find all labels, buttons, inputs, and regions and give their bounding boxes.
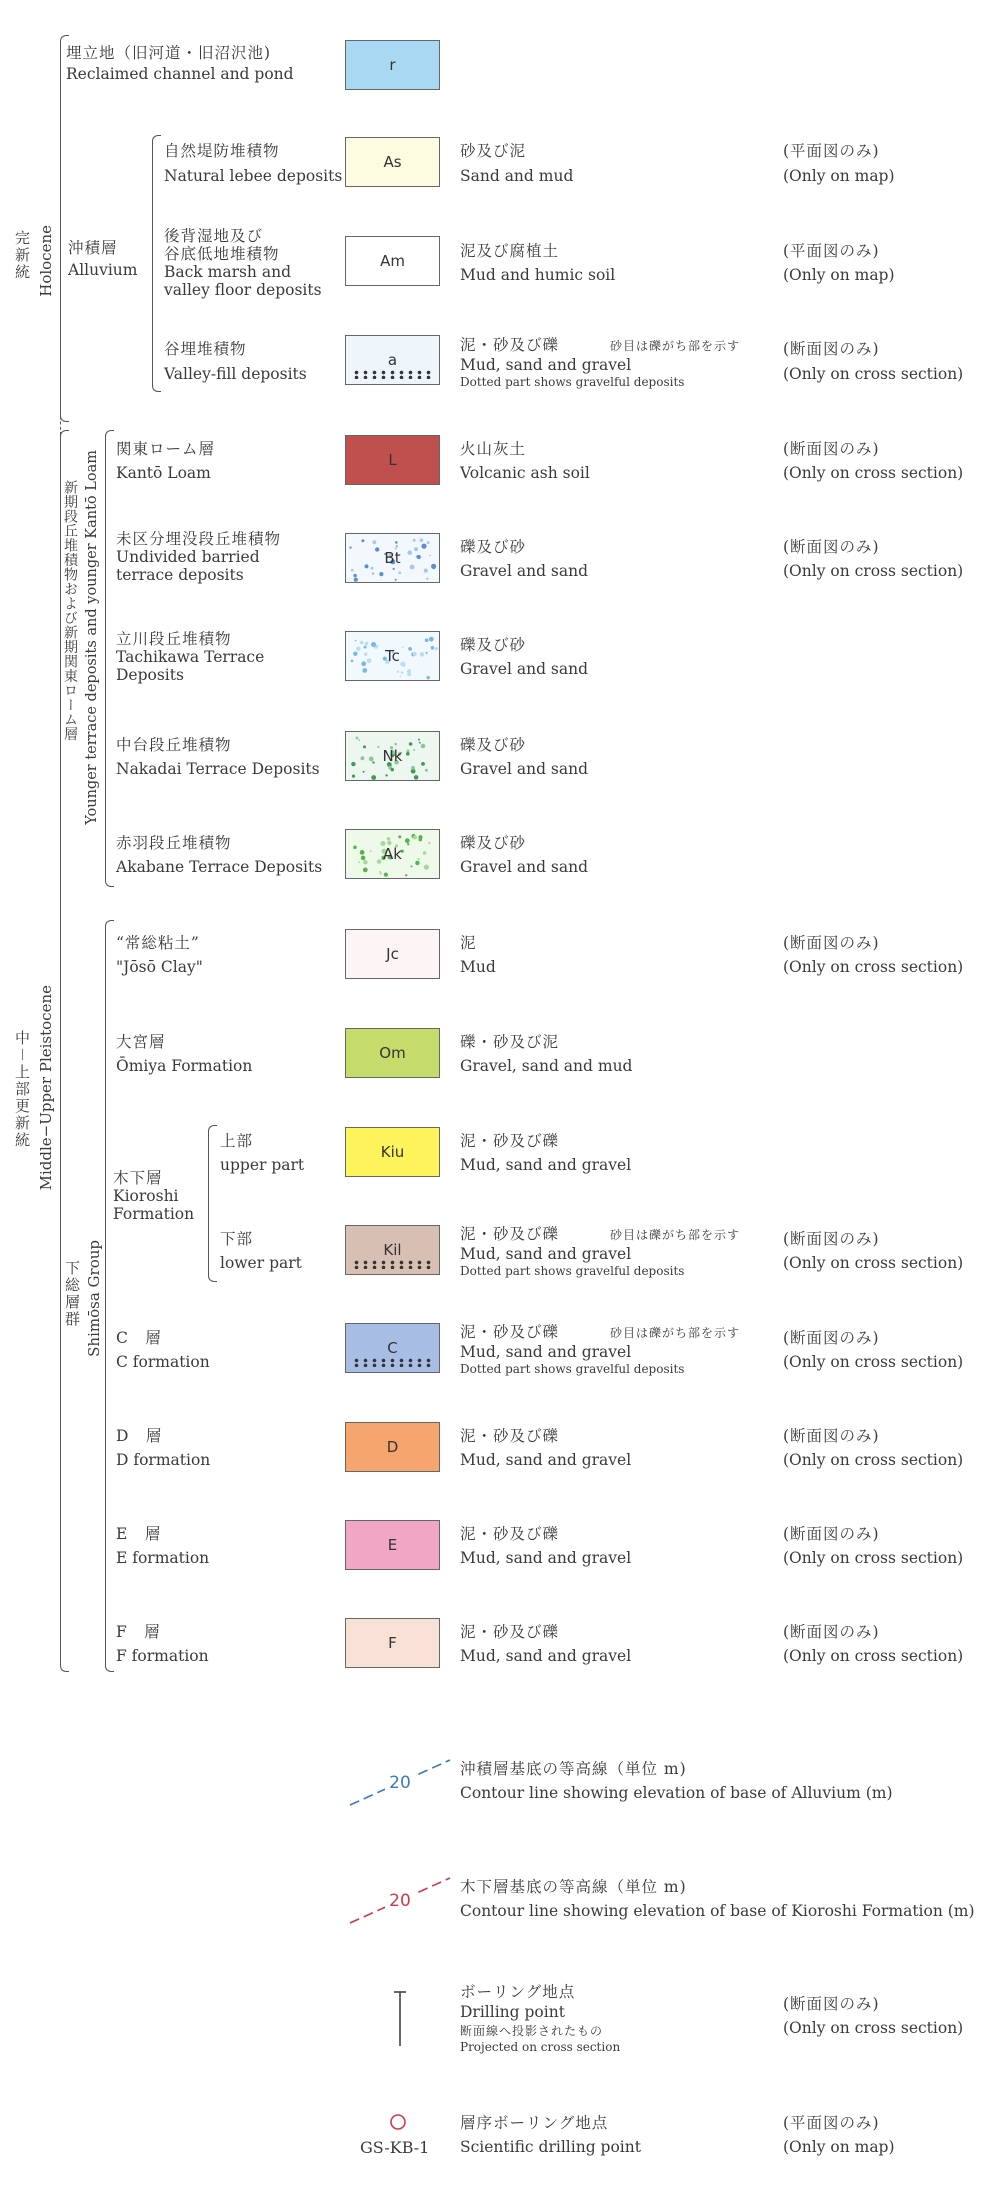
gravel-dot <box>365 642 369 646</box>
unit-ak-name-en: Akabane Terrace Deposits <box>116 858 323 876</box>
drilling-note-jp: (断面図のみ) <box>783 1995 880 2013</box>
gravel-dot <box>395 579 397 581</box>
gravel-dot <box>425 769 428 772</box>
kioroshi-jp-label: 木下層 <box>113 1169 163 1187</box>
unit-bt-note-en: (Only on cross section) <box>783 562 964 580</box>
swatch-jc-code: Jc <box>386 945 399 963</box>
unit-l-name-en: Kantō Loam <box>116 464 211 482</box>
unit-as-name-jp: 自然堤防堆積物 <box>164 142 280 160</box>
swatch-as <box>345 137 440 187</box>
gravel-dots <box>352 370 433 379</box>
unit-kiu-name-jp: 上部 <box>220 1132 254 1150</box>
drilling-jp: ボーリング地点 <box>460 1983 576 2001</box>
gravel-dot <box>358 739 360 741</box>
swatch-as-code: As <box>383 153 402 171</box>
gravel-dot <box>415 861 419 865</box>
gravel-dot <box>419 838 423 842</box>
gravel-dot <box>413 539 416 542</box>
kioroshi-contour-symbol <box>345 1873 455 1928</box>
gravel-dot <box>371 775 376 780</box>
kioroshi-en-label-1: Kioroshi <box>113 1187 179 1205</box>
unit-kiu-lith-en: Mud, sand and gravel <box>460 1156 632 1174</box>
unit-e-lith-en: Mud, sand and gravel <box>460 1549 632 1567</box>
unit-jc-name-en: "Jōsō Clay" <box>116 958 203 976</box>
gravel-dot <box>394 743 397 746</box>
unit-a-note-en: (Only on cross section) <box>783 365 964 383</box>
swatch-c-code: C <box>387 1339 398 1357</box>
swatch-kiu-code: Kiu <box>380 1143 405 1161</box>
gravel-dot <box>362 668 367 673</box>
swatch-r <box>345 40 440 90</box>
alluvium-contour-symbol <box>345 1755 455 1810</box>
unit-f-lith-jp: 泥・砂及び礫 <box>460 1623 560 1641</box>
shimosa-en-label: Shimōsa Group <box>85 1240 103 1357</box>
gravel-dot <box>408 550 413 555</box>
gravel-dot <box>351 569 354 572</box>
unit-a-name-jp: 谷埋堆積物 <box>164 340 247 358</box>
gravel-dot <box>360 756 364 760</box>
kioroshi-contour-en: Contour line showing elevation of base of Kioroshi Formation (m) <box>460 1902 975 1920</box>
unit-e-name-jp: E 層 <box>116 1525 162 1543</box>
drilling-sub-en: Projected on cross section <box>460 2040 621 2054</box>
gravel-dot <box>418 858 420 860</box>
kioroshi-contour-label: 20 <box>389 1891 411 1911</box>
unit-e-note-en: (Only on cross section) <box>783 1549 964 1567</box>
gravel-dot <box>421 744 426 749</box>
gravel-dot <box>391 768 394 771</box>
gravel-dot <box>377 859 382 864</box>
gravel-dot <box>353 846 357 850</box>
swatch-f <box>345 1618 440 1668</box>
scientific-drilling-point-icon <box>388 2112 408 2132</box>
unit-a-lith-en: Mud, sand and gravel <box>460 356 632 374</box>
gravel-dot <box>414 547 418 551</box>
terrace-bracket <box>105 430 114 887</box>
gravel-dot <box>384 873 388 877</box>
swatch-kil-code: Kil <box>383 1241 402 1259</box>
gravel-dot <box>429 555 431 557</box>
swatch-kil <box>345 1225 440 1275</box>
unit-ak-name-jp: 赤羽段丘堆積物 <box>116 834 232 852</box>
gravel-dot <box>429 637 434 642</box>
gravel-dot <box>371 642 376 647</box>
unit-ak-lith-en: Gravel and sand <box>460 858 589 876</box>
unit-tc-lith-en: Gravel and sand <box>460 660 589 678</box>
gravel-dot <box>405 838 410 843</box>
alluvium-jp-label: 沖積層 <box>68 239 118 257</box>
unit-om-name-jp: 大宮層 <box>116 1033 166 1051</box>
gravel-dot <box>377 746 379 748</box>
gravel-dot <box>373 540 377 544</box>
unit-as-lith-en: Sand and mud <box>460 167 574 185</box>
gravel-dot <box>354 578 358 582</box>
gravel-dot <box>387 837 391 841</box>
unit-f-name-jp: F 層 <box>116 1623 161 1641</box>
gravel-dot <box>409 742 413 746</box>
unit-kil-lith-en: Mud, sand and gravel <box>460 1245 632 1263</box>
swatch-f-code: F <box>388 1634 397 1652</box>
unit-as-note-en: (Only on map) <box>783 167 895 185</box>
swatch-jc <box>345 929 440 979</box>
gravel-dot <box>423 851 427 855</box>
unit-nk-name-jp: 中台段丘堆積物 <box>116 736 232 754</box>
gravel-dot <box>400 662 405 667</box>
gravel-dot <box>407 672 411 676</box>
unit-bt-name-jp: 未区分埋没段丘堆積物 <box>116 530 282 548</box>
unit-d-name-en: D formation <box>116 1451 211 1469</box>
unit-kil-name-jp: 下部 <box>220 1230 254 1248</box>
alluvium-contour-jp: 沖積層基底の等高線（単位 m) <box>460 1760 687 1778</box>
gravel-dot <box>379 871 381 873</box>
swatch-l-code: L <box>388 451 397 469</box>
gravel-dot <box>370 850 372 852</box>
unit-tc-name-en-2: Deposits <box>116 666 184 684</box>
gravel-dot <box>353 652 357 656</box>
holocene-jp-label: 完新統 <box>13 230 31 281</box>
unit-jc-note-jp: (断面図のみ) <box>783 934 880 952</box>
unit-d-lith-en: Mud, sand and gravel <box>460 1451 632 1469</box>
alluvium-contour-en: Contour line showing elevation of base of Alluvium (m) <box>460 1784 893 1802</box>
unit-tc-name-jp: 立川段丘堆積物 <box>116 630 232 648</box>
holocene-en-label: Holocene <box>37 225 55 297</box>
gravel-dot <box>379 572 383 576</box>
gravel-dot <box>435 647 438 650</box>
gravel-dot <box>372 572 375 575</box>
unit-kil-lith-jp: 泥・砂及び礫 <box>460 1225 560 1243</box>
unit-e-note-jp: (断面図のみ) <box>783 1525 880 1543</box>
unit-nk-name-en: Nakadai Terrace Deposits <box>116 760 320 778</box>
gravel-dot <box>424 865 429 870</box>
swatch-a-code: a <box>387 351 398 369</box>
unit-as-lith-jp: 砂及び泥 <box>460 142 527 160</box>
pleistocene-en-label: Middle−Upper Pleistocene <box>37 985 55 1191</box>
unit-f-note-en: (Only on cross section) <box>783 1647 964 1665</box>
terrace-jp-label: 新期段丘堆積物および新期関東ローム層 <box>62 480 78 741</box>
swatch-ak-code: Ak <box>383 845 402 863</box>
unit-e-name-en: E formation <box>116 1549 210 1567</box>
gravel-dot <box>427 676 430 679</box>
gravel-dot <box>352 775 355 778</box>
unit-kiu-name-en: upper part <box>220 1156 305 1174</box>
unit-l-note-en: (Only on cross section) <box>783 464 964 482</box>
gravel-dot <box>407 843 409 845</box>
unit-ak-lith-jp: 礫及び砂 <box>460 834 527 852</box>
gravel-dot <box>364 653 367 656</box>
swatch-l <box>345 435 440 485</box>
unit-jc-name-jp: “常総粘土” <box>116 934 200 952</box>
gravel-dot <box>395 541 398 544</box>
swatch-r-code: r <box>389 56 396 74</box>
unit-as-note-jp: (平面図のみ) <box>783 142 880 160</box>
unit-c-name-en: C formation <box>116 1353 210 1371</box>
gravel-dot <box>356 737 359 740</box>
gravel-dot <box>427 541 430 544</box>
unit-as-name-en: Natural lebee deposits <box>164 167 343 185</box>
gravel-dot <box>360 850 365 855</box>
gravel-dot <box>371 567 374 570</box>
unit-kil-dot-en: Dotted part shows gravelful deposits <box>460 1264 685 1278</box>
scientific-drilling-label: GS-KB-1 <box>360 2138 430 2157</box>
gravel-dot <box>401 671 404 674</box>
unit-am-name-jp-2: 谷底低地堆積物 <box>164 245 280 263</box>
unit-c-lith-en: Mud, sand and gravel <box>460 1343 632 1361</box>
unit-jc-lith-jp: 泥 <box>460 934 477 952</box>
gravel-dot <box>363 860 367 864</box>
unit-d-name-jp: D 層 <box>116 1427 163 1445</box>
gravel-dot <box>431 646 435 650</box>
gravel-dot <box>410 565 415 570</box>
gravel-dot <box>361 539 364 542</box>
unit-d-note-en: (Only on cross section) <box>783 1451 964 1469</box>
unit-am-note-en: (Only on map) <box>783 266 895 284</box>
shimosa-bracket <box>105 920 114 1672</box>
swatch-tc <box>345 631 440 681</box>
gravel-dot <box>356 647 360 651</box>
unit-d-note-jp: (断面図のみ) <box>783 1427 880 1445</box>
gravel-dot <box>413 835 417 839</box>
unit-kil-note-en: (Only on cross section) <box>783 1254 964 1272</box>
swatch-bt <box>345 533 440 583</box>
gravel-dot <box>405 874 407 876</box>
unit-l-note-jp: (断面図のみ) <box>783 440 880 458</box>
alluvium-bracket <box>152 135 161 392</box>
gravel-dot <box>375 547 379 551</box>
swatch-a <box>345 335 440 385</box>
unit-c-note-en: (Only on cross section) <box>783 1353 964 1371</box>
shimosa-jp-label: 下総層群 <box>63 1260 81 1328</box>
unit-r-name-jp: 埋立地（旧河道・旧沼沢池) <box>66 44 272 62</box>
gravel-dot <box>365 564 369 568</box>
alluvium-contour-label: 20 <box>389 1773 411 1793</box>
unit-bt-name-en-1: Undivided barried <box>116 548 260 566</box>
gravel-dot <box>402 647 404 649</box>
drilling-sub-jp: 断面線へ投影されたもの <box>460 2024 604 2038</box>
unit-am-name-jp: 後背湿地及び <box>164 227 264 245</box>
gravel-dot <box>425 652 427 654</box>
unit-bt-note-jp: (断面図のみ) <box>783 538 880 556</box>
scientific-drilling-jp: 層序ボーリング地点 <box>460 2114 609 2132</box>
gravel-dot <box>426 578 428 580</box>
unit-am-name-en-1: Back marsh and <box>164 263 291 281</box>
unit-c-dot-jp: 砂目は礫がち部を示す <box>610 1326 741 1340</box>
unit-f-lith-en: Mud, sand and gravel <box>460 1647 632 1665</box>
unit-om-lith-jp: 礫・砂及び泥 <box>460 1033 560 1051</box>
unit-nk-lith-en: Gravel and sand <box>460 760 589 778</box>
drilling-en: Drilling point <box>460 2003 565 2021</box>
gravel-dot <box>408 647 412 651</box>
swatch-am <box>345 236 440 286</box>
gravel-dot <box>420 652 425 657</box>
gravel-dots <box>352 1358 433 1367</box>
gravel-dot <box>351 762 355 766</box>
swatch-om-code: Om <box>379 1044 406 1062</box>
gravel-dot <box>372 761 374 763</box>
gravel-dot <box>398 571 401 574</box>
swatch-tc-code: Tc <box>385 647 400 665</box>
gravel-dot <box>413 652 417 656</box>
scientific-drilling-en: Scientific drilling point <box>460 2138 641 2156</box>
unit-a-dot-jp: 砂目は礫がち部を示す <box>610 339 741 353</box>
swatch-bt-code: Bt <box>384 549 401 567</box>
drilling-point-icon <box>390 1990 410 2050</box>
swatch-nk <box>345 731 440 781</box>
gravel-dot <box>424 569 428 573</box>
scientific-drilling-note-jp: (平面図のみ) <box>783 2114 880 2132</box>
unit-kil-note-jp: (断面図のみ) <box>783 1230 880 1248</box>
kioroshi-contour-jp: 木下層基底の等高線（単位 m) <box>460 1878 687 1896</box>
swatch-c <box>345 1323 440 1373</box>
gravel-dot <box>396 545 398 547</box>
gravel-dots <box>352 1260 433 1269</box>
unit-r-name-en: Reclaimed channel and pond <box>66 65 294 83</box>
unit-f-name-en: F formation <box>116 1647 209 1665</box>
gravel-dot <box>417 555 421 559</box>
gravel-dot <box>369 757 374 762</box>
unit-c-dot-en: Dotted part shows gravelful deposits <box>460 1362 685 1376</box>
unit-l-lith-jp: 火山灰土 <box>460 440 527 458</box>
unit-e-lith-jp: 泥・砂及び礫 <box>460 1525 560 1543</box>
gravel-dot <box>349 547 351 549</box>
unit-am-name-en-2: valley floor deposits <box>164 281 322 299</box>
unit-nk-lith-jp: 礫及び砂 <box>460 736 527 754</box>
gravel-dot <box>393 568 395 570</box>
swatch-d <box>345 1422 440 1472</box>
unit-a-dot-en: Dotted part shows gravelful deposits <box>460 375 685 389</box>
unit-bt-lith-jp: 礫及び砂 <box>460 538 527 556</box>
unit-tc-lith-jp: 礫及び砂 <box>460 636 527 654</box>
unit-a-note-jp: (断面図のみ) <box>783 340 880 358</box>
gravel-dot <box>418 739 420 741</box>
unit-om-name-en: Ōmiya Formation <box>116 1057 253 1075</box>
drilling-note-en: (Only on cross section) <box>783 2019 964 2037</box>
unit-c-name-jp: C 層 <box>116 1329 162 1347</box>
unit-f-note-jp: (断面図のみ) <box>783 1623 880 1641</box>
unit-jc-note-en: (Only on cross section) <box>783 958 964 976</box>
gravel-dot <box>398 835 401 838</box>
gravel-dot <box>413 749 415 751</box>
kioroshi-en-label-2: Formation <box>113 1205 195 1223</box>
gravel-dot <box>419 742 421 744</box>
unit-kiu-lith-jp: 泥・砂及び礫 <box>460 1132 560 1150</box>
unit-l-name-jp: 関東ローム層 <box>116 440 216 458</box>
unit-tc-name-en-1: Tachikawa Terrace <box>116 648 265 666</box>
gravel-dot <box>414 775 419 780</box>
swatch-e <box>345 1520 440 1570</box>
gravel-dot <box>351 660 354 663</box>
gravel-dot <box>425 638 429 642</box>
gravel-dot <box>397 671 399 673</box>
unit-kil-name-en: lower part <box>220 1254 302 1272</box>
unit-om-lith-en: Gravel, sand and mud <box>460 1057 633 1075</box>
gravel-dot <box>420 538 424 542</box>
pleistocene-jp-label: 中－上部更新統 <box>13 1030 31 1150</box>
gravel-dot <box>367 658 372 663</box>
gravel-dot <box>358 861 360 863</box>
swatch-e-code: E <box>387 1536 398 1554</box>
unit-d-lith-jp: 泥・砂及び礫 <box>460 1427 560 1445</box>
gravel-dot <box>421 544 426 549</box>
swatch-nk-code: Nk <box>382 747 403 765</box>
swatch-d-code: D <box>386 1438 399 1456</box>
gravel-dot <box>400 675 402 677</box>
gravel-dot <box>353 574 356 577</box>
scientific-drilling-note-en: (Only on map) <box>783 2138 895 2156</box>
unit-bt-name-en-2: terrace deposits <box>116 566 244 584</box>
unit-c-lith-jp: 泥・砂及び礫 <box>460 1323 560 1341</box>
gravel-dot <box>361 856 366 861</box>
gravel-dot <box>363 868 368 873</box>
kioroshi-bracket <box>208 1125 217 1282</box>
gravel-dot <box>406 752 410 756</box>
swatch-am-code: Am <box>380 252 405 270</box>
unit-jc-lith-en: Mud <box>460 958 496 976</box>
swatch-om <box>345 1028 440 1078</box>
unit-c-note-jp: (断面図のみ) <box>783 1329 880 1347</box>
gravel-dot <box>355 640 357 642</box>
unit-l-lith-en: Volcanic ash soil <box>460 464 590 482</box>
gravel-dot <box>385 774 387 776</box>
gravel-dot <box>411 865 413 867</box>
gravel-dot <box>361 661 366 666</box>
gravel-dot <box>428 842 430 844</box>
unit-am-lith-jp: 泥及び腐植土 <box>460 242 560 260</box>
terrace-en-label: Younger terrace deposits and younger Kantō Loam <box>84 450 100 825</box>
gravel-dot <box>431 564 436 569</box>
unit-am-note-jp: (平面図のみ) <box>783 242 880 260</box>
holocene-pleistocene-dashed-divider <box>60 385 61 435</box>
gravel-dot <box>421 762 425 766</box>
gravel-dot <box>360 641 364 645</box>
alluvium-en-label: Alluvium <box>68 261 138 279</box>
gravel-dot <box>411 766 415 770</box>
gravel-dot <box>363 771 365 773</box>
unit-am-lith-en: Mud and humic soil <box>460 266 616 284</box>
gravel-dot <box>363 745 366 748</box>
gravel-dot <box>379 872 381 874</box>
unit-kil-dot-jp: 砂目は礫がち部を示す <box>610 1228 741 1242</box>
gravel-dot <box>364 646 367 649</box>
holocene-bracket <box>60 35 69 422</box>
swatch-kiu <box>345 1127 440 1177</box>
swatch-ak <box>345 829 440 879</box>
unit-a-name-en: Valley-fill deposits <box>164 365 307 383</box>
unit-a-lith-jp: 泥・砂及び礫 <box>460 336 560 354</box>
unit-bt-lith-en: Gravel and sand <box>460 562 589 580</box>
